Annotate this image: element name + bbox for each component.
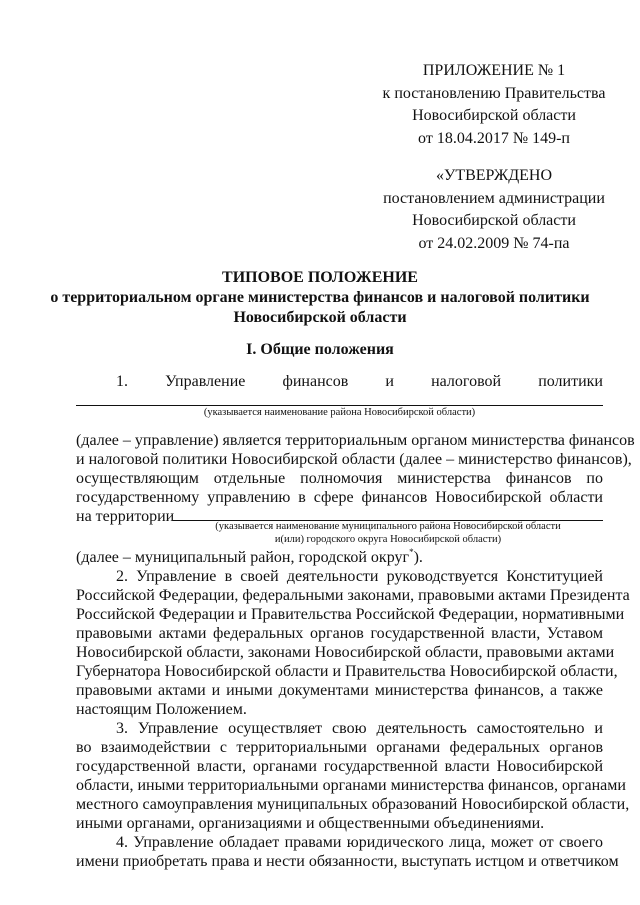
paragraph-line: государственной власти, органами государственной власти Новосибирской: [76, 758, 603, 775]
fill-in-hint-line: (указывается наименование муниципального района Новосибирской области: [215, 521, 561, 532]
paragraph-text: (далее – муниципальный район, городской округ: [76, 549, 410, 566]
paragraph-line: области, иными территориальными органами министерства финансов, органами: [76, 777, 626, 794]
paragraph-line: 2. Управление в своей деятельности руководствуется Конституцией: [116, 568, 603, 585]
paragraph-text: ).: [413, 549, 423, 566]
paragraph-line: правовыми актами федеральных органов государственной власти, Уставом: [76, 625, 603, 642]
territory-label: на территории: [76, 508, 175, 525]
appendix-line: ПРИЛОЖЕНИЕ № 1: [422, 62, 566, 79]
paragraph-line: местного самоуправления муниципальных образований Новосибирской области,: [76, 796, 630, 813]
paragraph-line: иными органами, организациями и общественными объединениями.: [76, 815, 545, 832]
appendix-block: [370, 60, 618, 150]
paragraph-line: имени приобретать права и нести обязанности, выступать истцом и ответчиком: [76, 853, 619, 870]
title-main: ТИПОВОЕ ПОЛОЖЕНИЕ: [222, 269, 418, 286]
paragraph-line: 1. Управление финансов и налоговой политики: [116, 373, 603, 390]
paragraph-line: и налоговой политики Новосибирской области (далее – министерство финансов),: [76, 451, 632, 468]
fill-in-hint: [173, 520, 603, 546]
title-subtitle-line: Новосибирской области: [233, 309, 407, 326]
section-heading: I. Общие положения: [246, 341, 394, 358]
approved-line: Новосибирской области: [412, 212, 576, 229]
paragraph-line: Российской Федерации и Правительства Российской Федерации, нормативными: [76, 606, 625, 623]
fill-in-hint-line: и(или) городского округа Новосибирской области): [274, 534, 502, 545]
paragraph-line: осуществляющим отдельные полномочия министерства финансов по: [76, 470, 603, 487]
appendix-line: от 18.04.2017 № 149-п: [418, 129, 570, 147]
approved-line: постановлением администрации: [383, 189, 605, 207]
paragraph-line: 4. Управление обладает правами юридического лица, может от своего: [116, 834, 603, 851]
approved-block: [370, 165, 618, 255]
approved-line: от 24.02.2009 № 74-па: [418, 234, 570, 252]
document-title: [0, 268, 640, 328]
paragraph-line: настоящим Положением.: [76, 701, 247, 718]
paragraph-line: государственному управлению в сфере финансов Новосибирской области: [76, 489, 603, 506]
paragraph-line: [76, 548, 423, 567]
appendix-line: Новосибирской области: [412, 107, 576, 124]
paragraph-line: правовыми актами и иными документами министерства финансов, а также: [76, 682, 603, 699]
title-subtitle-line: о территориальном органе министерства финансов и налоговой политики: [50, 289, 590, 306]
footnote-marker: *: [409, 547, 414, 557]
appendix-line: к постановлению Правительства: [382, 84, 606, 102]
fill-in-hint: (указывается наименование района Новосибирской области): [203, 407, 476, 418]
paragraph-line: Российской Федерации, федеральными законами, правовыми актами Президента: [76, 587, 630, 604]
paragraph-line: (далее – управление) является территориальным органом министерства финансов: [76, 432, 635, 449]
approved-line: «УТВЕРЖДЕНО: [435, 167, 552, 184]
paragraph-line: Губернатора Новосибирской области и Правительства Новосибирской области,: [76, 663, 618, 680]
paragraph-line: во взаимодействии с территориальными органами федеральных органов: [76, 739, 603, 756]
paragraph-line: 3. Управление осуществляет свою деятельность самостоятельно и: [116, 720, 603, 737]
paragraph-line: Новосибирской области, законами Новосибирской области, правовыми актами: [76, 644, 615, 661]
